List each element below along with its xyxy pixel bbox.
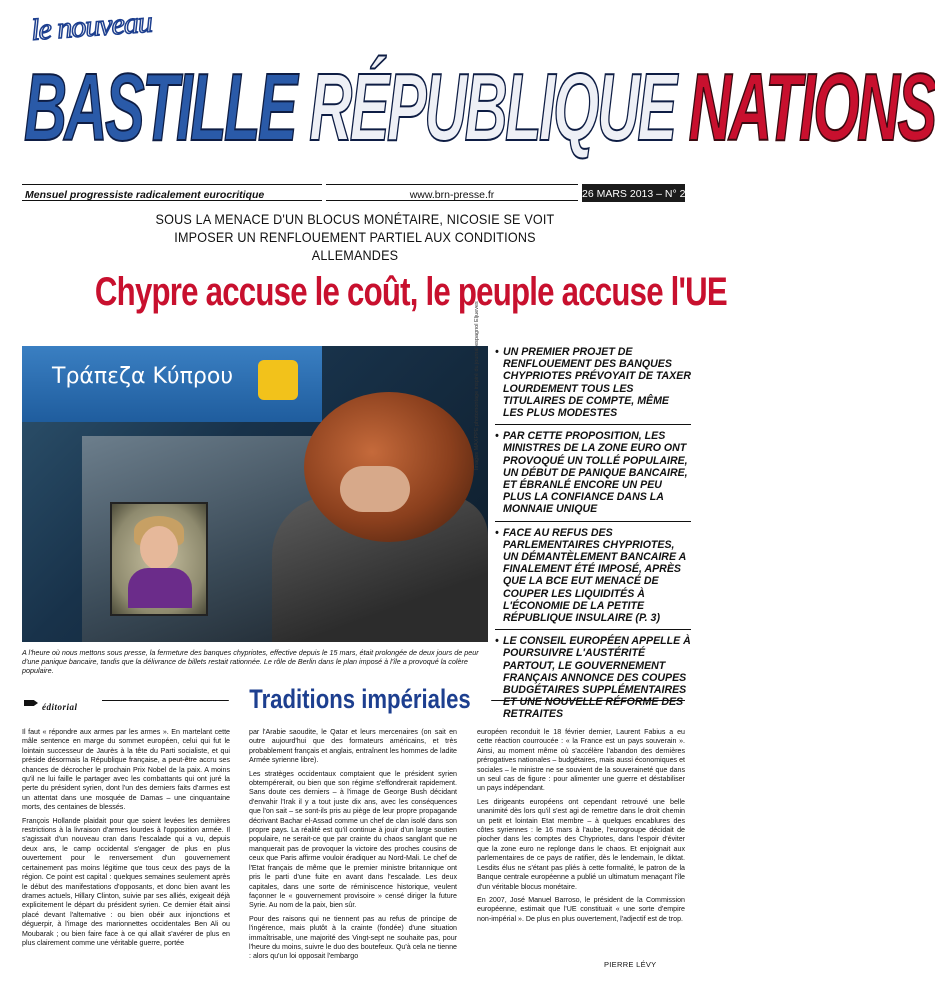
- photo-credit: Images MAXPPE photomontage inspiré du journal espagnol Eljueves: [474, 301, 480, 470]
- issue-date: 26 MARS 2013 – N° 26: [582, 188, 692, 200]
- website-bar: [326, 184, 578, 201]
- masthead-word-nations: NATIONS: [688, 54, 935, 161]
- editorial-title: Traditions impériales: [229, 684, 491, 715]
- summary-bullet: • UN PREMIER PROJET DE RENFLOUEMENT DES BANQUES CHYPRIOTES PRÉVOYAIT DE TAXER LOURDEMENT TOUS LES TITULAIRES DE COMPTE, MÊME LES PLUS MODESTES: [495, 346, 691, 419]
- masthead-word-republique: RÉPUBLIQUE: [309, 54, 675, 161]
- bullet-divider: [495, 629, 691, 630]
- paragraph: par l'Arabie saoudite, le Qatar et leurs mercenaires (on sait en outre aujourd'hui que des formateurs américains, et très probablement français et anglais, entraînent les hommes de ladite Armée syrienne libre).: [249, 728, 457, 765]
- paragraph: européen reconduit le 18 février dernier, Laurent Fabius a eu cette réaction courroucée : « la France est un pays souverain ». Ainsi, au moment même où s'accélère l'abandon des dernières prérogatives nationales – budgétaires, mais aussi économiques et sociales – le ministre ne se souvient de la souveraineté que dans un seul cas de figure : pour alimenter une guerre et déstabiliser un pays indépendant.: [477, 728, 685, 793]
- tagline: Mensuel progressiste radicalement eurocritique: [25, 189, 265, 201]
- paragraph: Il faut « répondre aux armes par les armes ». En martelant cette mâle sentence en marge du sommet européen, celui qui fut le lointain successeur de Jaurès à la tête du Parti socialiste, et qui préside désormais la République française, a peut-être accru ses chances de décrocher le prochain Prix Nobel de la paix. A moins qu'il ne lui faille le partager avec les combattants qui ont juré la perte du président syrien, dont l'un des derniers faits d'armes est un attentat dans une mosquée de Damas – une cinquantaine morts, des centaines de blessés.: [22, 728, 230, 812]
- masthead-subtitle: le nouveau: [30, 5, 153, 47]
- tagline-bar: [22, 184, 322, 201]
- bank-logo-icon: [258, 360, 298, 400]
- cover-photo: [22, 346, 488, 642]
- person-hand: [340, 466, 410, 512]
- screen-figure-jacket: [128, 568, 192, 608]
- editorial-column-2: [249, 728, 457, 966]
- photo-caption: A l'heure où nous mettons sous presse, la fermeture des banques chypriotes, effective depuis le 15 mars, était prolongée de deux jours de peur d'une panique bancaire, tandis que la délivrance de billets restait rationnée. Le rôle de Berlin dans le plan imposé à l'île a provoqué la colère populaire.: [22, 648, 479, 675]
- masthead-word-bastille: BASTILLE: [24, 54, 296, 161]
- masthead-logo: [24, 48, 935, 168]
- editorial-column-1: [22, 728, 230, 952]
- paragraph: François Hollande plaidait pour que soient levées les dernières restrictions à la livraison d'armes lourdes à l'opposition armée. Il s'agissait d'un nouveau cran dans l'escalade qui a vu, depuis deux ans, le camp occidental s'engager de plus en plus ouvertement pour le renversement d'un gouvernement certainement pas moins légitime que tous ceux des pays de la région. Ce point est capital : quelques semaines seulement après le début des manifestations d'opposants, et donc bien avant les drames actuels, Hillary Clinton, suivie par ses alliés, exigeait déjà explicitement le départ du président syrien. Ce dernier était ainsi placé devant l'alternative : ou bien obéir aux injonctions et déguerpir, à l'image des marionnettes occidentales Ben Ali ou Moubarak ; ou bien faire face à ce qui allait s'avérer de plus en plus clairement comme une véritable guerre, portée: [22, 816, 230, 947]
- bullet-divider: [495, 424, 691, 425]
- editorial-label-text: éditorial: [42, 702, 78, 712]
- website-link[interactable]: www.brn-presse.fr: [409, 189, 495, 201]
- summary-bullets: [495, 346, 691, 726]
- summary-bullet: • FACE AU REFUS DES PARLEMENTAIRES CHYPRIOTES, UN DÉMANTÈLEMENT BANCAIRE A FINALEMENT ÉTÉ IMPOSÉ, APRÈS QUE LA BCE EUT MENACÉ DE COUPER LES LIQUIDITÉS À L'ÉCONOMIE DE LA PETITE RÉPUBLIQUE INSULAIRE (P. 3): [495, 527, 691, 625]
- editorial-column-3: [477, 728, 685, 928]
- kicker: SOUS LA MENACE D'UN BLOCUS MONÉTAIRE, NICOSIE SE VOIT IMPOSER UN RENFLOUEMENT PARTIEL AUX CONDITIONS ALLEMANDES: [155, 211, 555, 263]
- bullet-divider: [495, 521, 691, 522]
- author-signature: PIERRE LÉVY: [604, 960, 657, 969]
- summary-bullet: • LE CONSEIL EUROPÉEN APPELLE À POURSUIVRE L'AUSTÉRITÉ PARTOUT, LE GOUVERNEMENT FRANÇAIS ANNONCE DES COUPES BUDGÉTAIRES SUPPLÉMENTAIRES ET UNE NOUVELLE RÉFORME DES RETRAITES: [495, 635, 691, 720]
- screen-figure-face: [140, 526, 178, 570]
- paragraph: En 2007, José Manuel Barroso, le président de la Commission européenne, estimait que l'UE constituait « une sorte d'empire non-impérial ». De plus en plus ouvertement, l'adjectif est de trop.: [477, 895, 685, 923]
- page-headline: Chypre accuse le coût, le peuple accuse l'UE: [94, 270, 727, 314]
- paragraph: Les dirigeants européens ont cependant retrouvé une belle unanimité dès lors qu'il s'est agi de remettre dans le droit chemin un petit et lointain Etat membre – à quelques encablures des côtes syriennes : le 16 mars à l'aube, l'eurogroupe décidait de piocher dans les comptes des Chypriotes, dans l'espoir d'éviter que la zone euro ne replonge dans le chaos. Et enjoignait aux parlementaires de ce pays de ratifier, dès le lendemain, le diktat. Lesdits élus ne s'étant pas pliés à cette formalité, le patron de la Banque centrale européenne a publié un ultimatum menaçant l'île d'un véritable blocus monétaire.: [477, 797, 685, 891]
- paragraph: Pour des raisons qui ne tiennent pas au refus de principe de l'ingérence, mais plutôt à la crainte (fondée) d'une situation immaîtrisable, une majorité des Vingt-sept ne souhaite pas, pour l'heure du moins, suivre le duo des boutefeux. Qu'à cela ne tienne : alors qu'un loi opposait l'embargo: [249, 914, 457, 961]
- paragraph: Les stratèges occidentaux comptaient que le président syrien obtempérerait, ou bien que son régime s'effondrerait rapidement. Sans doute ces derniers – à l'image de George Bush décidant d'envahir l'Irak il y a tout juste dix ans, avec les conséquences que l'on sait – se sont-ils pris au piège de leur propre propagande décrivant Bachar el-Assad comme un chef de clan isolé dans son propre pays. La réalité est qu'il continue à jouir d'un large soutien populaire, ne serait-ce que par crainte du chaos sanglant que ne manquerait pas de provoquer la victoire des proches cousins de ceux que Paris affirme vouloir éradiquer au Nord-Mali. Le chef de l'Etat français de même que le premier ministre britannique ont pris le parti d'une fuite en avant dans l'escalade. Les deux capitales, dans une sorte de réminiscence historique, veulent façonner le « gouvernement provisoire » censé diriger la future Syrie. Au nom de la paix, bien sûr.: [249, 769, 457, 910]
- bank-sign-text: Τράπεζα Κύπρου: [52, 364, 234, 389]
- issue-badge: [582, 184, 692, 202]
- summary-bullet: • PAR CETTE PROPOSITION, LES MINISTRES DE LA ZONE EURO ONT PROVOQUÉ UN TOLLÉ POPULAIRE, UN DÉBUT DE PANIQUE BANCAIRE, ET ÉBRANLÉ ENCORE UN PEU PLUS LA CONFIANCE DANS LA MONNAIE UNIQUE: [495, 430, 691, 515]
- editorial-body: [22, 728, 685, 960]
